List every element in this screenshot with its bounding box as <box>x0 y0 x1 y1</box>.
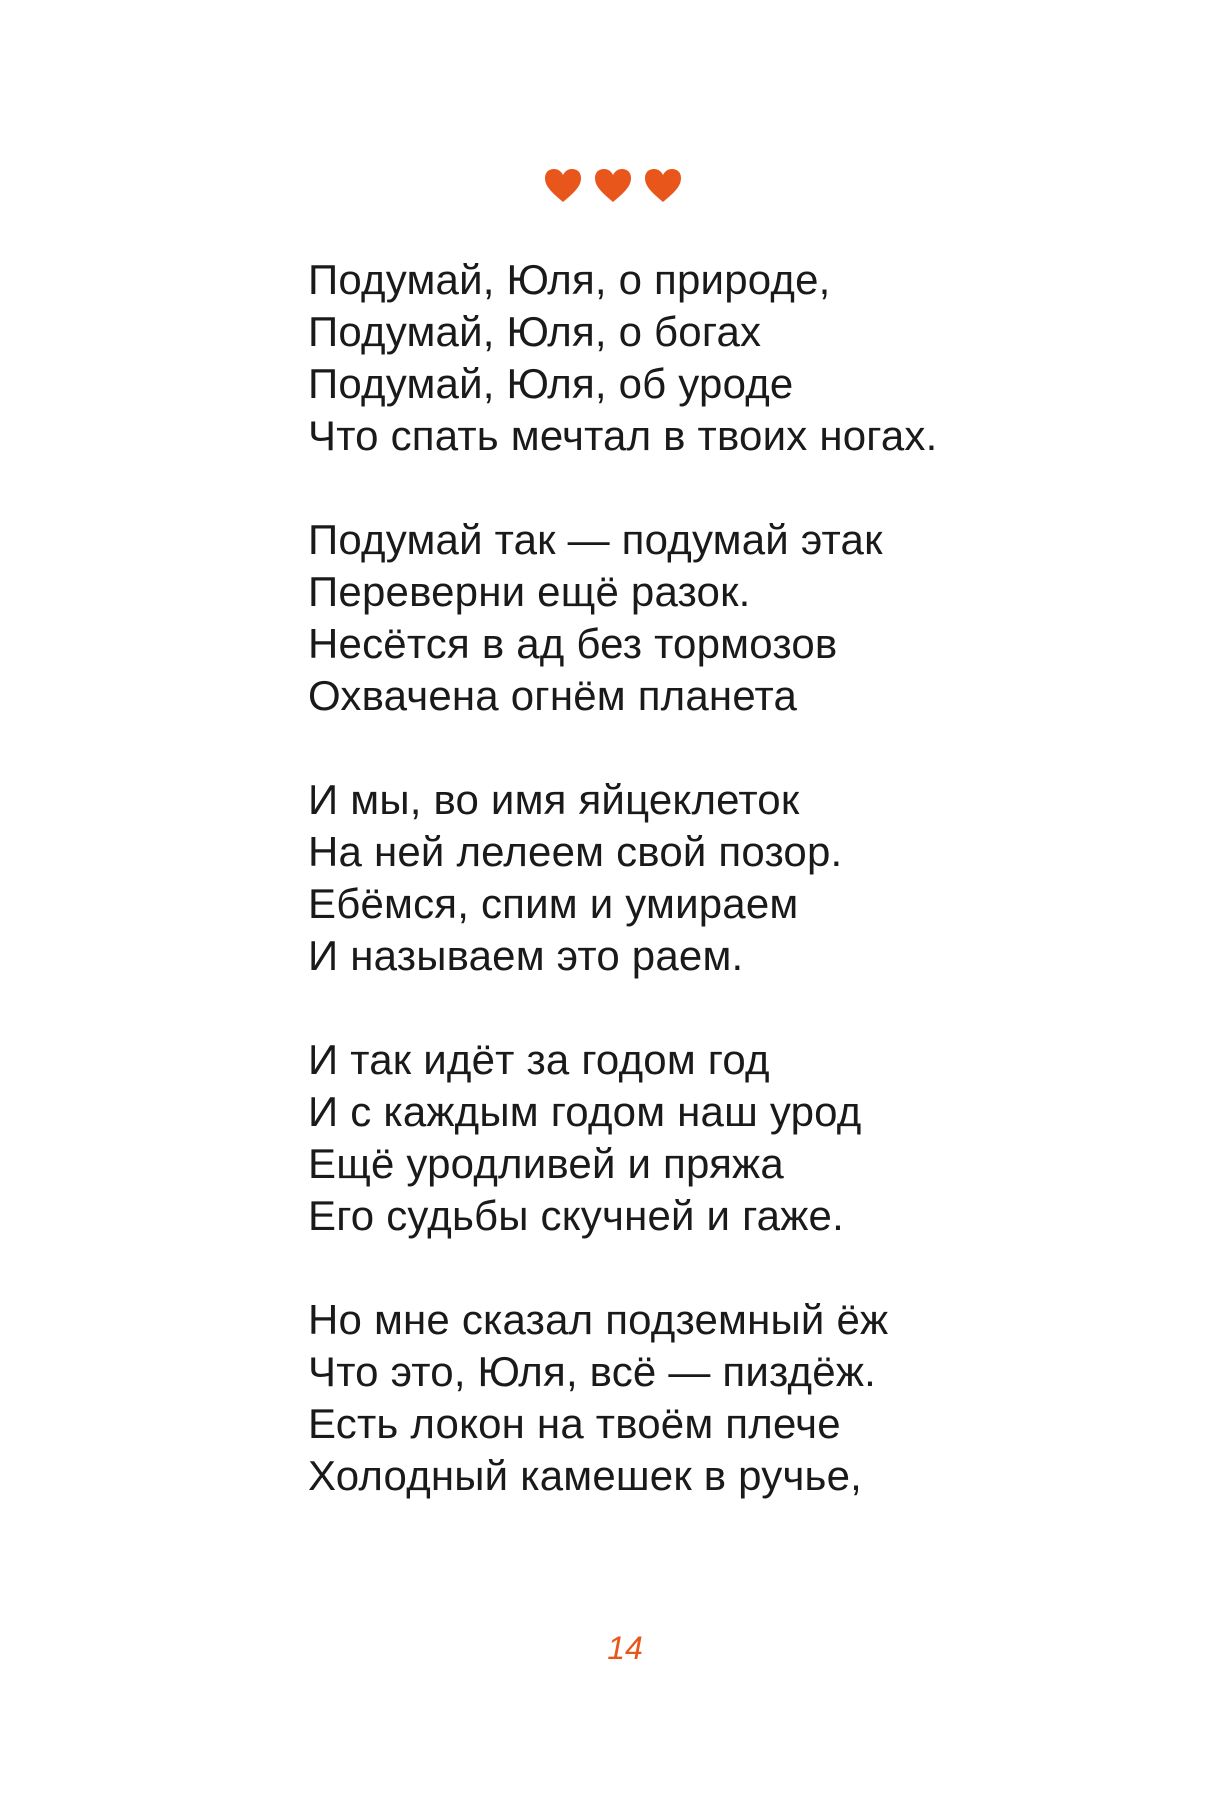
heart-icon <box>593 168 633 204</box>
poem-line: Охвачена огнём планета <box>308 672 797 719</box>
poem-line: Несётся в ад без тормозов <box>308 620 838 667</box>
poem <box>308 254 1108 1554</box>
poem-line: Что это, Юля, всё — пиздёж. <box>308 1348 876 1395</box>
page-number: 14 <box>607 1630 643 1666</box>
stanza <box>308 254 1108 462</box>
stanza <box>308 514 1108 722</box>
heart-icon <box>543 168 583 204</box>
poem-line: Но мне сказал подземный ёж <box>308 1296 889 1343</box>
stanza <box>308 1294 1108 1502</box>
poem-line: Ещё уродливей и пряжа <box>308 1140 784 1187</box>
poem-line: Переверни ещё разок. <box>308 568 751 615</box>
poem-line: Холодный камешек в ручье, <box>308 1452 863 1499</box>
stanza <box>308 1034 1108 1242</box>
poem-line: И так идёт за годом год <box>308 1036 770 1083</box>
poem-line: Что спать мечтал в твоих ногах. <box>308 412 938 459</box>
poem-line: Подумай, Юля, об уроде <box>308 360 794 407</box>
stanza <box>308 774 1108 982</box>
poem-line: Ебёмся, спим и умираем <box>308 880 799 927</box>
heart-icon <box>643 168 683 204</box>
poem-line: Есть локон на твоём плече <box>308 1400 841 1447</box>
poem-line: И с каждым годом наш урод <box>308 1088 862 1135</box>
poem-line: Подумай, Юля, о природе, <box>308 256 831 303</box>
hearts-ornament <box>0 168 1225 204</box>
poem-line: Подумай, Юля, о богах <box>308 308 762 355</box>
poem-line: Его судьбы скучней и гаже. <box>308 1192 844 1239</box>
poem-line: На ней лелеем свой позор. <box>308 828 843 875</box>
poem-line: И называем это раем. <box>308 932 744 979</box>
poem-line: И мы, во имя яйцеклеток <box>308 776 800 823</box>
poem-line: Подумай так — подумай этак <box>308 516 883 563</box>
